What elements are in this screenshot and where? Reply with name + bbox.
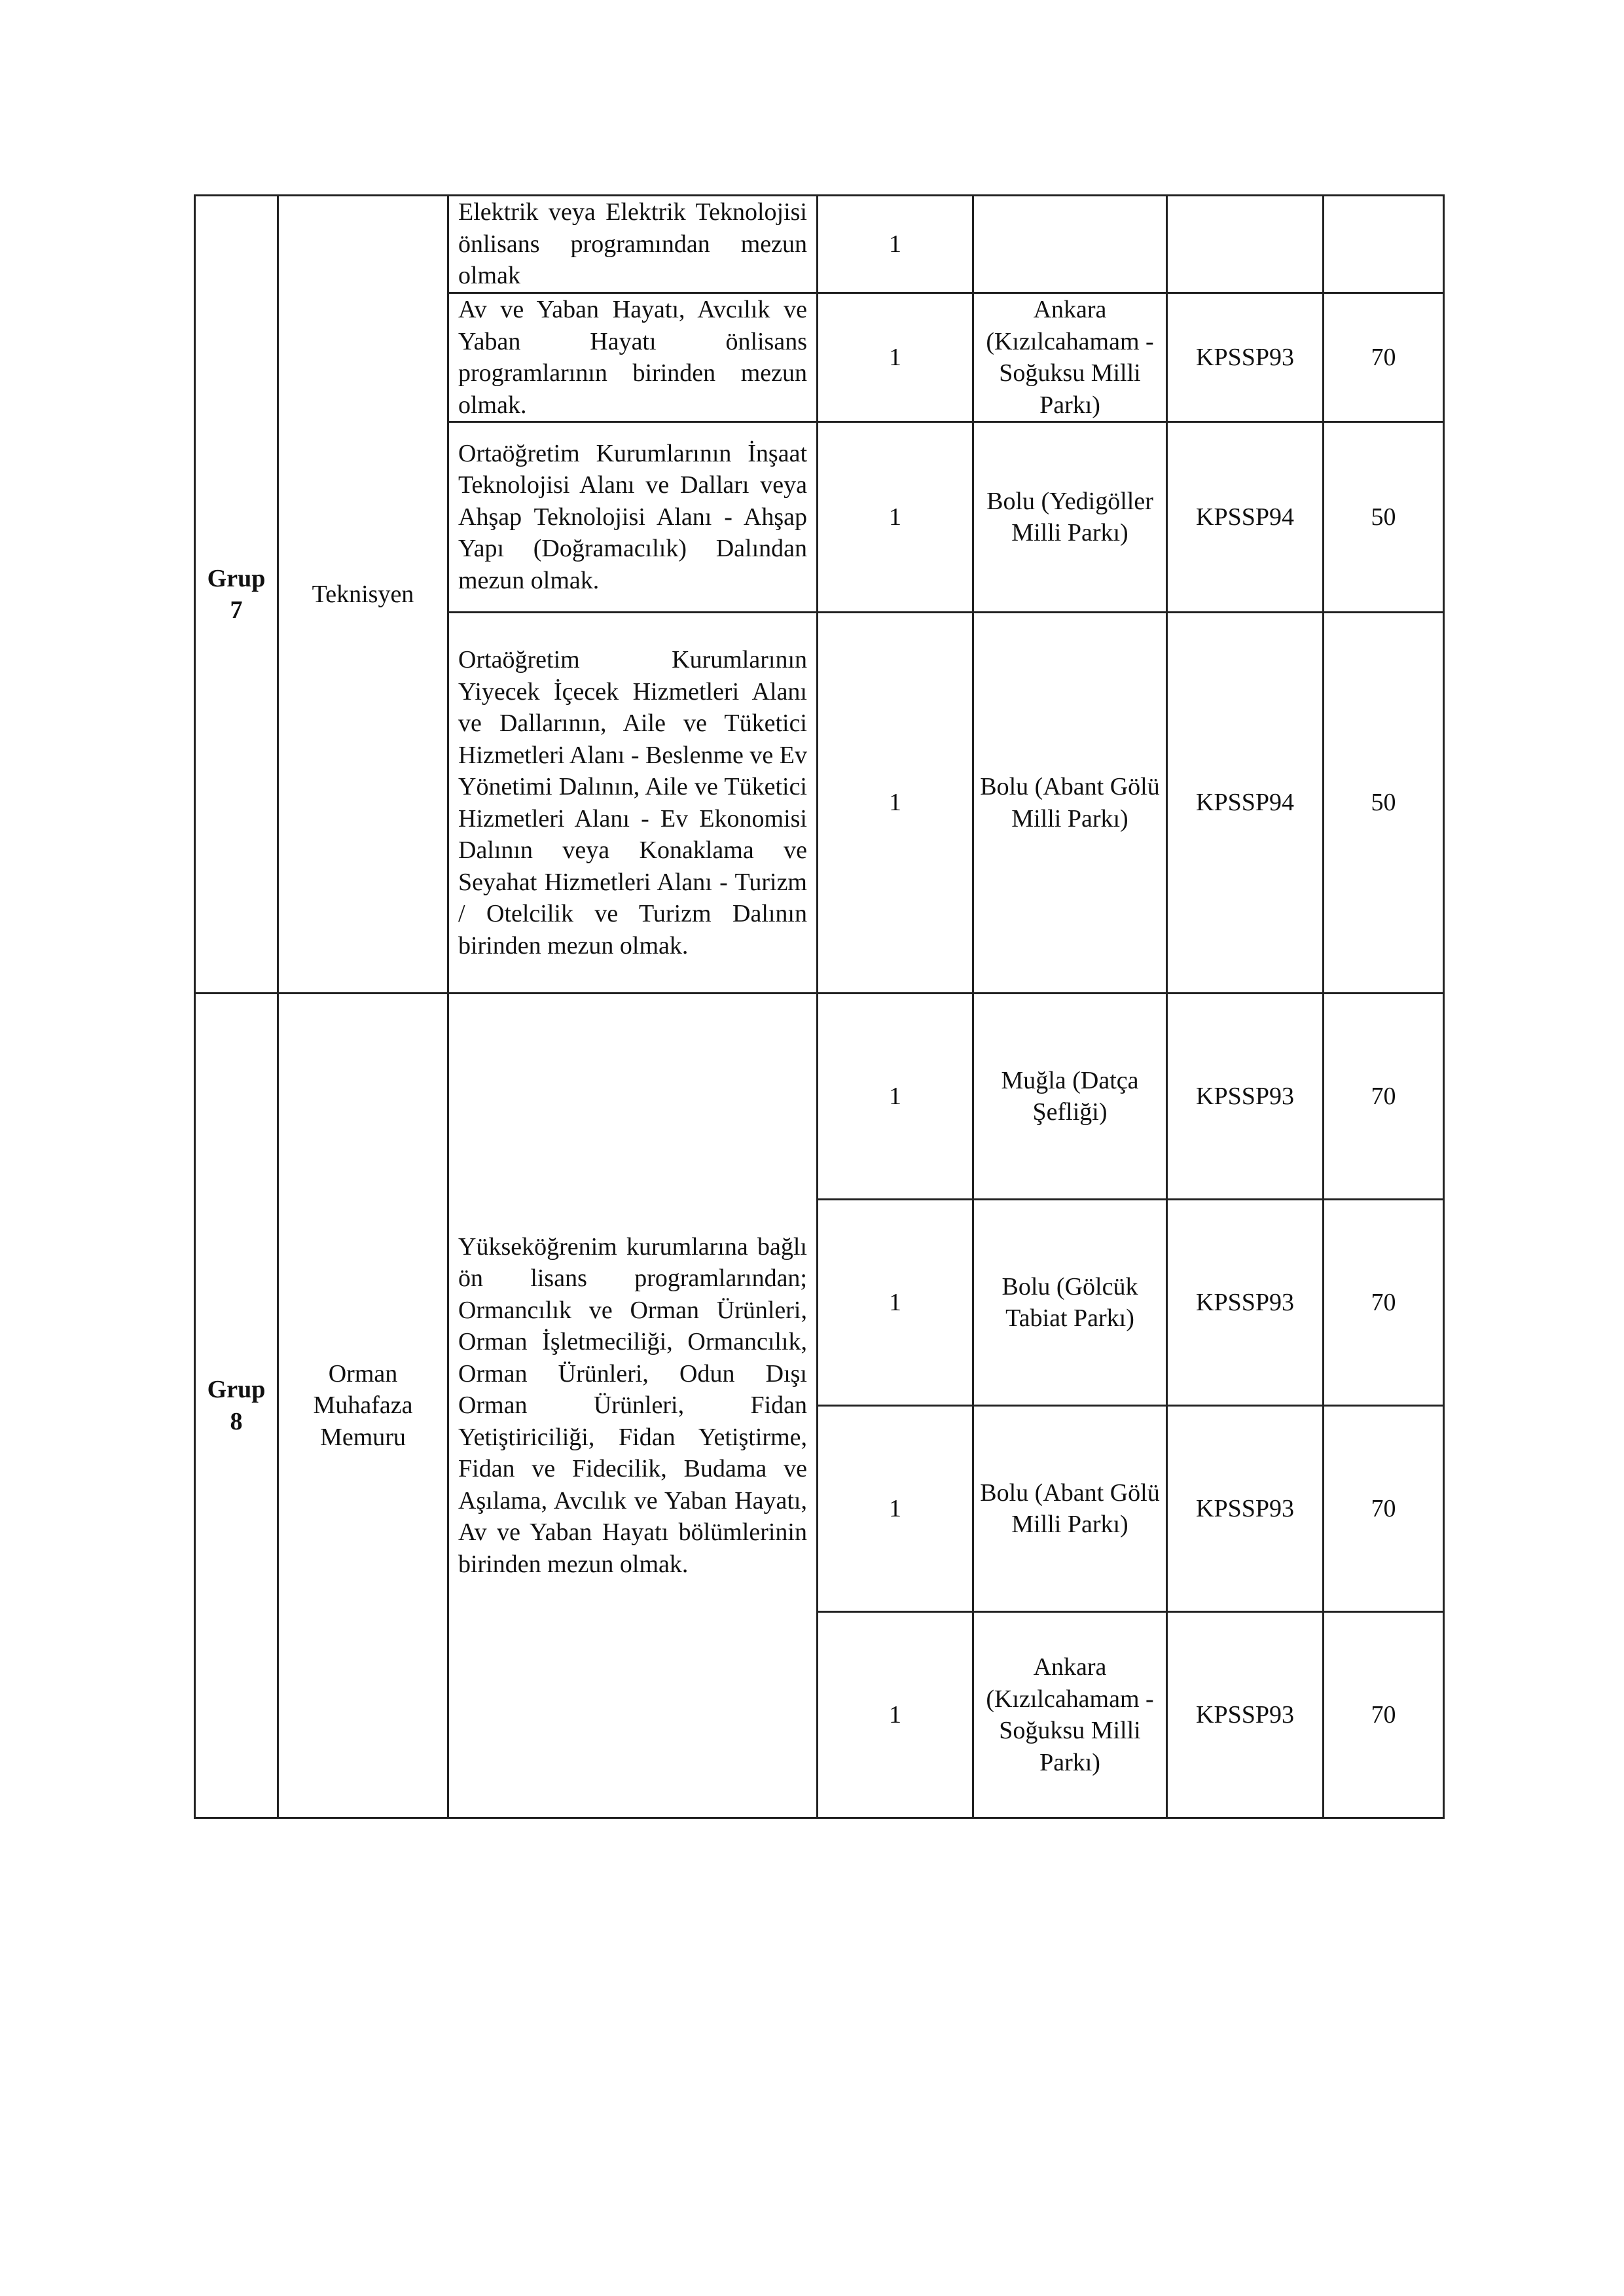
code-cell [1167,196,1324,293]
group-number: 8 [230,1407,243,1435]
requirement-cell [448,293,818,422]
count-cell: 1 [818,196,973,293]
count-cell: 1 [818,1200,973,1406]
score-cell: 50 [1324,613,1444,994]
location-cell [973,196,1167,293]
count-cell: 1 [818,1406,973,1612]
location-cell: Bolu (Gölcük Tabiat Parkı) [973,1200,1167,1406]
group-label: Grup [207,564,266,592]
score-cell: 70 [1324,1406,1444,1612]
location-cell: Bolu (Abant Gölü Milli Parkı) [973,613,1167,994]
score-cell: 70 [1324,293,1444,422]
requirement-text: Ortaöğretim Kurumlarının İnşaat Teknolojisi Alanı ve Dalları veya Ahşap Teknolojisi Alanı - Ahşap Yapı (Doğramacılık) Dalından mezun olmak. [458,439,807,594]
location-cell: Muğla (Datça Şefliği) [973,994,1167,1200]
group-8-cell [195,994,278,1818]
positions-table [194,194,1445,1819]
count-cell: 1 [818,613,973,994]
score-cell: 70 [1324,994,1444,1200]
table-row [195,196,1444,293]
score-cell: 70 [1324,1200,1444,1406]
requirement-cell [448,613,818,994]
score-cell [1324,196,1444,293]
position-title-cell: Orman Muhafaza Memuru [278,994,448,1818]
requirement-text: Av ve Yaban Hayatı, Avcılık ve Yaban Hayatı önlisans programlarının birinden mezun olmak. [458,296,807,419]
location-cell: Bolu (Yedigöller Milli Parkı) [973,422,1167,613]
group-number: 7 [230,596,243,624]
count-cell: 1 [818,994,973,1200]
group-label: Grup [207,1376,266,1403]
count-cell: 1 [818,293,973,422]
requirement-text: Yükseköğrenim kurumlarına bağlı ön lisans programlarından; Ormancılık ve Orman Ürünleri, Orman İşletmeciliği, Ormancılık, Orman Ürünleri, Odun Dışı Orman Ürünleri, Fidan Yetiştiriciliği, Fidan Yetiştirme, Fidan ve Fidecilik, Budama ve Aşılama, Avcılık ve Yaban Hayatı, Av ve Yaban Hayatı bölümlerinin birinden mezun olmak. [458,1232,807,1578]
location-cell: Bolu (Abant Gölü Milli Parkı) [973,1406,1167,1612]
location-cell: Ankara (Kızılcahamam - Soğuksu Milli Parkı) [973,293,1167,422]
requirement-cell [448,196,818,293]
code-cell: KPSSP93 [1167,1612,1324,1818]
code-cell: KPSSP93 [1167,293,1324,422]
location-cell: Ankara (Kızılcahamam - Soğuksu Milli Parkı) [973,1612,1167,1818]
count-cell: 1 [818,422,973,613]
score-cell: 50 [1324,422,1444,613]
count-cell: 1 [818,1612,973,1818]
score-cell: 70 [1324,1612,1444,1818]
group-7-cell [195,196,278,994]
requirement-text: Elektrik veya Elektrik Teknolojisi önlisans programından mezun olmak [458,198,807,290]
code-cell: KPSSP93 [1167,1406,1324,1612]
code-cell: KPSSP94 [1167,422,1324,613]
code-cell: KPSSP93 [1167,1200,1324,1406]
position-title-cell: Teknisyen [278,196,448,994]
table-row [195,994,1444,1200]
code-cell: KPSSP93 [1167,994,1324,1200]
code-cell: KPSSP94 [1167,613,1324,994]
requirement-cell [448,994,818,1818]
requirement-text: Ortaöğretim Kurumlarının Yiyecek İçecek Hizmetleri Alanı ve Dallarının, Aile ve Tüketici Hizmetleri Alanı - Beslenme ve Ev Yönetimi Dalının, Aile ve Tüketici Hizmetleri Alanı - Ev Ekonomisi Dalının veya Konaklama ve Seyahat Hizmetleri Alanı - Turizm / Otelcilik ve Turizm Dalının birinden mezun olmak. [458,646,807,960]
requirement-cell [448,422,818,613]
